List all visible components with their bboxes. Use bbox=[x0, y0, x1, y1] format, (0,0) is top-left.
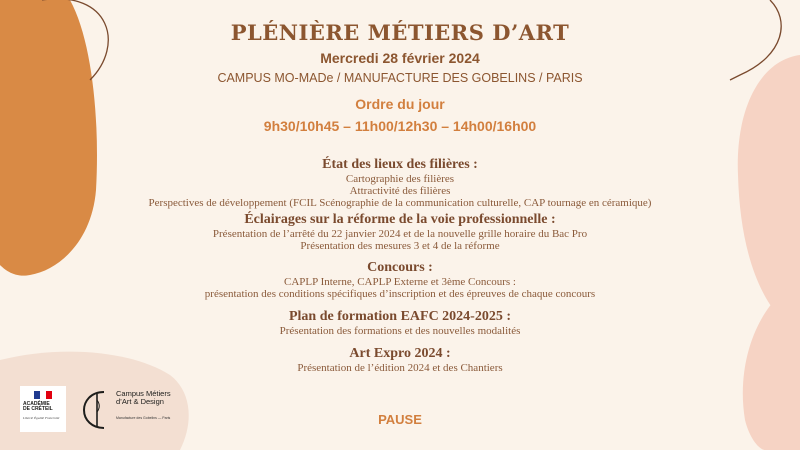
section-title: Éclairages sur la réforme de la voie professionnelle : bbox=[244, 212, 556, 227]
campus-metiers-art-logo bbox=[80, 386, 190, 432]
section-title: Art Expro 2024 : bbox=[349, 346, 451, 361]
agenda-list bbox=[0, 157, 800, 374]
campus-subtitle: Manufacture des Gobelins — Paris bbox=[116, 416, 171, 420]
agenda-section bbox=[0, 309, 800, 337]
page-title: PLÉNIÈRE MÉTIERS D’ART bbox=[230, 20, 570, 45]
campus-mark-icon bbox=[80, 386, 114, 432]
agenda-label: Ordre du jour bbox=[355, 96, 445, 112]
academie-name: ACADÉMIE DE CRÉTEIL bbox=[23, 401, 53, 412]
agenda-section bbox=[0, 157, 800, 209]
agenda-section bbox=[0, 212, 800, 252]
section-item: Présentation de l’édition 2024 et des Chantiers bbox=[297, 362, 503, 374]
section-title: Plan de formation EAFC 2024-2025 : bbox=[288, 309, 512, 324]
pause-label: PAUSE bbox=[378, 412, 422, 427]
section-item: CAPLP Interne, CAPLP Externe et 3ème Concours : bbox=[284, 276, 516, 288]
section-item: Cartographie des filières bbox=[345, 173, 455, 185]
academie-creteil-logo bbox=[20, 386, 66, 432]
agenda-hours: 9h30/10h45 – 11h00/12h30 – 14h00/16h00 bbox=[263, 118, 537, 134]
french-flag-icon bbox=[34, 391, 52, 399]
section-item: Attractivité des filières bbox=[349, 185, 451, 197]
agenda-section bbox=[0, 260, 800, 300]
event-date: Mercredi 28 février 2024 bbox=[320, 50, 480, 66]
agenda-section bbox=[0, 346, 800, 374]
section-title: État des lieux des filières : bbox=[322, 157, 478, 172]
section-title: Concours : bbox=[367, 260, 433, 275]
campus-name: Campus Métiers d’Art & Design bbox=[116, 389, 171, 406]
section-item: Présentation de l’arrêté du 22 janvier 2024 et de la nouvelle grille horaire du Bac Pro bbox=[212, 228, 588, 240]
section-item: Présentation des mesures 3 et 4 de la réforme bbox=[300, 240, 500, 252]
section-item: Présentation des formations et des nouvelles modalités bbox=[279, 325, 521, 337]
event-venue: CAMPUS MO-MADe / MANUFACTURE DES GOBELINS / PARIS bbox=[217, 71, 583, 85]
republic-motto: Liberté Égalité Fraternité bbox=[23, 416, 60, 420]
section-item: Perspectives de développement (FCIL Scénographie de la communication culturelle, CAP tournage en céramique) bbox=[148, 197, 652, 209]
section-item: présentation des conditions spécifiques d’inscription et des épreuves de chaque concours bbox=[204, 288, 596, 300]
